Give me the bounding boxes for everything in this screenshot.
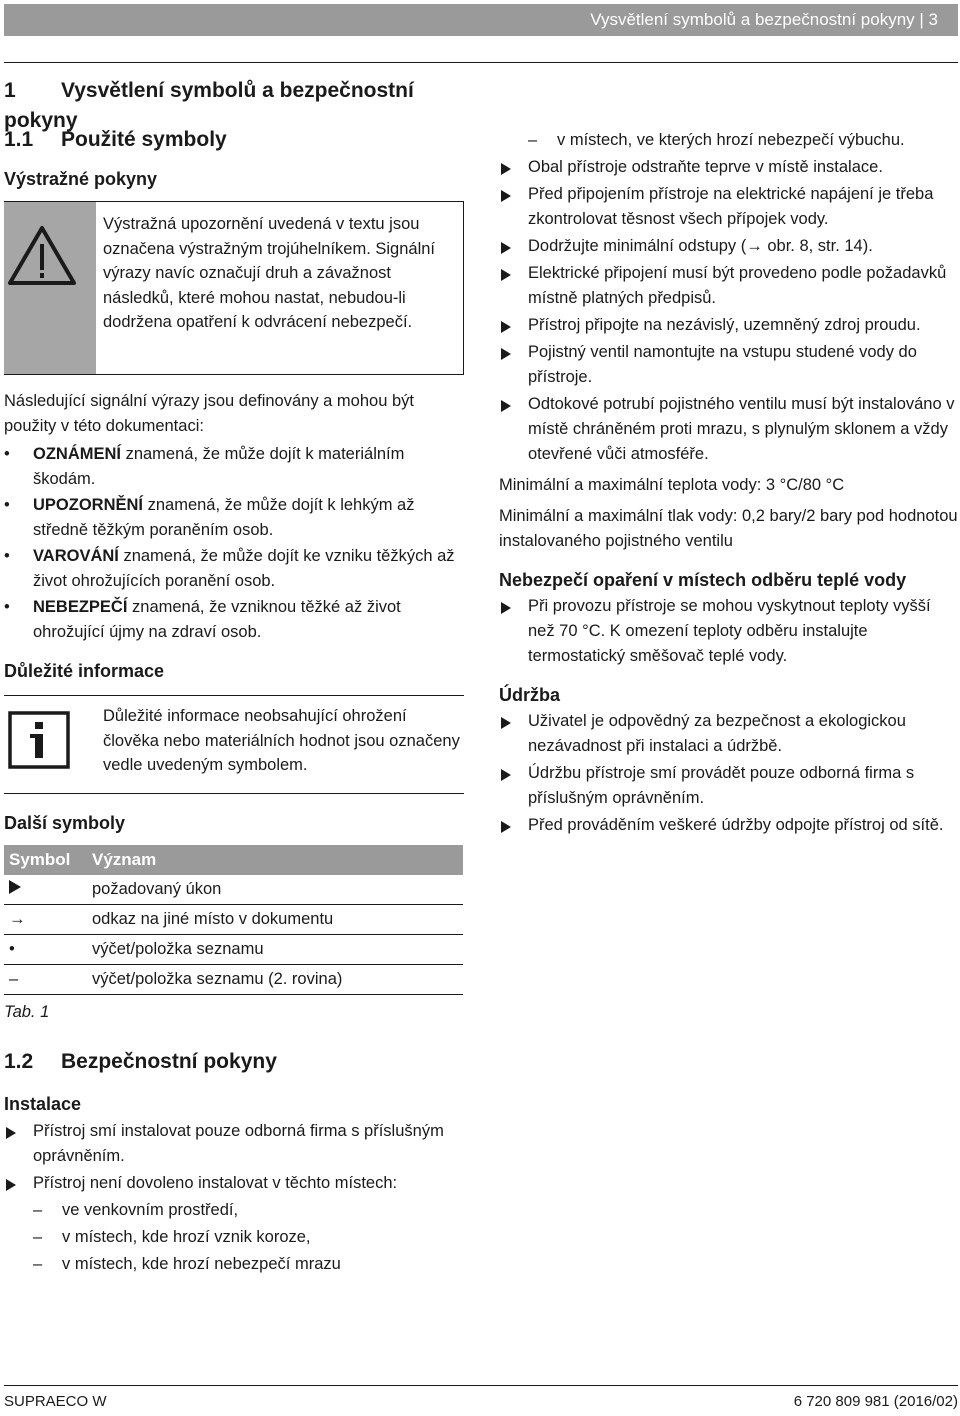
temperature-text: Minimální a maximální teplota vody: 3 °C/80 °C xyxy=(499,476,845,494)
bullet-icon: • xyxy=(4,547,10,565)
warning-box xyxy=(4,201,464,375)
list-item: Při provozu přístroje se mohou vyskytnout teploty vyšší než 70 °C. K omezení teploty odběru instalujte termostatický směšovač teplé vody. xyxy=(499,594,959,669)
table-row: • výčet/položka seznamu xyxy=(4,935,463,965)
action-triangle-icon xyxy=(6,1179,16,1191)
list-item: Uživatel je odpovědný za bezpečnost a ekologickou nezávadnost při instalaci a údržbě. xyxy=(499,709,959,759)
list-item: Přístroj připojte na nezávislý, uzemněný zdroj proudu. xyxy=(499,313,959,338)
right-column xyxy=(499,128,959,840)
signal-words-list xyxy=(4,442,464,645)
list-item: – v místech, kde hrozí nebezpečí mrazu xyxy=(33,1252,464,1277)
action-triangle-icon xyxy=(501,190,511,202)
action-triangle-icon xyxy=(501,602,511,614)
list-item: • VAROVÁNÍ znamená, že může dojít ke vzniku těžkých až život ohrožujících poranění osob. xyxy=(4,544,464,594)
symbol-dash-icon: – xyxy=(4,965,87,995)
action-triangle-icon xyxy=(501,717,511,729)
list-item: Odtokové potrubí pojistného ventilu musí být instalováno v místě chráněném proti mrazu, s plynulým sklonem a vždy otevřené vůči atmosféře. xyxy=(499,392,959,467)
install-list-continued xyxy=(499,155,959,467)
info-box-text: Důležité informace neobsahující ohrožení člověka nebo materiálních hodnot jsou označeny vedle uvedeným symbolem. xyxy=(103,707,460,774)
table-header-meaning: Význam xyxy=(87,845,463,875)
list-item: Dodržujte minimální odstupy (→ obr. 8, str. 14). xyxy=(499,234,959,259)
action-triangle-icon xyxy=(501,400,511,412)
header-rule xyxy=(4,62,958,63)
locations-list-continued xyxy=(499,128,959,153)
list-item: Před prováděním veškeré údržby odpojte přístroj od sítě. xyxy=(499,813,959,838)
pressure-text: Minimální a maximální tlak vody: 0,2 bary/2 bary pod hodnotou instalovaného pojistného ventilu xyxy=(499,507,958,550)
action-triangle-icon xyxy=(501,163,511,175)
table-caption: Tab. 1 xyxy=(4,1003,50,1021)
list-item: Přístroj není dovoleno instalovat v těchto místech: xyxy=(4,1171,464,1196)
list-item: • OZNÁMENÍ znamená, že může dojít k materiálním škodám. xyxy=(4,442,464,492)
list-item: – v místech, kde hrozí vznik koroze, xyxy=(33,1225,464,1250)
warning-triangle-icon xyxy=(4,202,96,374)
dash-icon: – xyxy=(33,1255,43,1273)
list-item: • UPOZORNĚNÍ znamená, že může dojít k lehkým až středně těžkým poraněním osob. xyxy=(4,493,464,543)
list-item: Pojistný ventil namontujte na vstupu studené vody do přístroje. xyxy=(499,340,959,390)
table-row: – výčet/položka seznamu (2. rovina) xyxy=(4,965,463,995)
action-triangle-icon xyxy=(6,1127,16,1139)
table-header-row xyxy=(4,845,463,875)
list-item: • NEBEZPEČÍ znamená, že vzniknou těžké až život ohrožující újmy na zdraví osob. xyxy=(4,595,464,645)
action-triangle-icon xyxy=(501,242,511,254)
section-heading-1-1: 1.1 Použité symboly xyxy=(4,128,227,151)
list-item: Elektrické připojení musí být provedeno podle požadavků místně platných předpisů. xyxy=(499,261,959,311)
symbol-arrow-icon: → xyxy=(4,905,87,935)
list-item: Před připojením přístroje na elektrické napájení je třeba zkontrolovat těsnost všech přípojek vody. xyxy=(499,182,959,232)
dash-icon: – xyxy=(33,1201,43,1219)
footer-product: SUPRAECO W xyxy=(4,1393,107,1410)
bullet-icon: • xyxy=(4,445,10,463)
symbols-table xyxy=(4,845,463,995)
action-triangle-icon xyxy=(501,321,511,333)
bullet-icon: • xyxy=(4,598,10,616)
bullet-icon: • xyxy=(4,496,10,514)
list-item: Obal přístroje odstraňte teprve v místě instalace. xyxy=(499,155,959,180)
chapter-heading: 1 Vysvětlení symbolů a bezpečnostní pokyny xyxy=(4,79,414,132)
footer-rule xyxy=(4,1385,958,1386)
footer-doc-number: 6 720 809 981 (2016/02) xyxy=(793,1393,958,1410)
install-heading: Instalace xyxy=(4,1094,82,1114)
info-box xyxy=(4,695,464,794)
action-triangle-icon xyxy=(501,769,511,781)
scald-list xyxy=(499,594,959,669)
maintenance-list xyxy=(499,709,959,838)
list-item: Údržbu přístroje smí provádět pouze odborná firma s příslušným oprávněním. xyxy=(499,761,959,811)
symbol-bullet-icon: • xyxy=(4,935,87,965)
dash-icon: – xyxy=(33,1228,43,1246)
table-row: → odkaz na jiné místo v dokumentu xyxy=(4,905,463,935)
locations-list xyxy=(4,1198,464,1277)
running-header xyxy=(4,4,958,36)
left-column xyxy=(4,76,464,1279)
maintenance-heading: Údržba xyxy=(499,685,561,705)
signal-words-intro: Následující signální výrazy jsou definovány a mohou být použity v této dokumentaci: xyxy=(4,392,414,435)
page-footer xyxy=(4,1393,958,1410)
action-triangle-icon xyxy=(501,348,511,360)
other-symbols-heading: Další symboly xyxy=(4,813,126,833)
warnings-heading: Výstražné pokyny xyxy=(4,169,158,189)
dash-icon: – xyxy=(528,131,538,149)
info-icon xyxy=(8,711,70,769)
action-triangle-icon xyxy=(501,821,511,833)
table-header-symbol: Symbol xyxy=(4,845,87,875)
scald-heading: Nebezpečí opaření v místech odběru teplé vody xyxy=(499,570,907,590)
info-heading: Důležité informace xyxy=(4,661,165,681)
table-row: požadovaný úkon xyxy=(4,875,463,905)
running-title: Vysvětlení symbolů a bezpečnostní pokyny | 3 xyxy=(590,10,938,29)
install-list xyxy=(4,1119,464,1196)
list-item: – v místech, ve kterých hrozí nebezpečí výbuchu. xyxy=(528,128,959,153)
list-item: – ve venkovním prostředí, xyxy=(33,1198,464,1223)
list-item: Přístroj smí instalovat pouze odborná firma s příslušným oprávněním. xyxy=(4,1119,464,1169)
warning-box-text: Výstražná upozornění uvedená v textu jsou označena výstražným trojúhelníkem. Signální výrazy navíc označují druh a závažnost následků, které mohou nastat, nebudou-li dodržena opatření k odvrácení nebezpečí. xyxy=(103,215,435,331)
symbol-action-icon xyxy=(4,875,87,905)
section-heading-1-2: 1.2 Bezpečnostní pokyny xyxy=(4,1050,277,1073)
action-triangle-icon xyxy=(501,269,511,281)
